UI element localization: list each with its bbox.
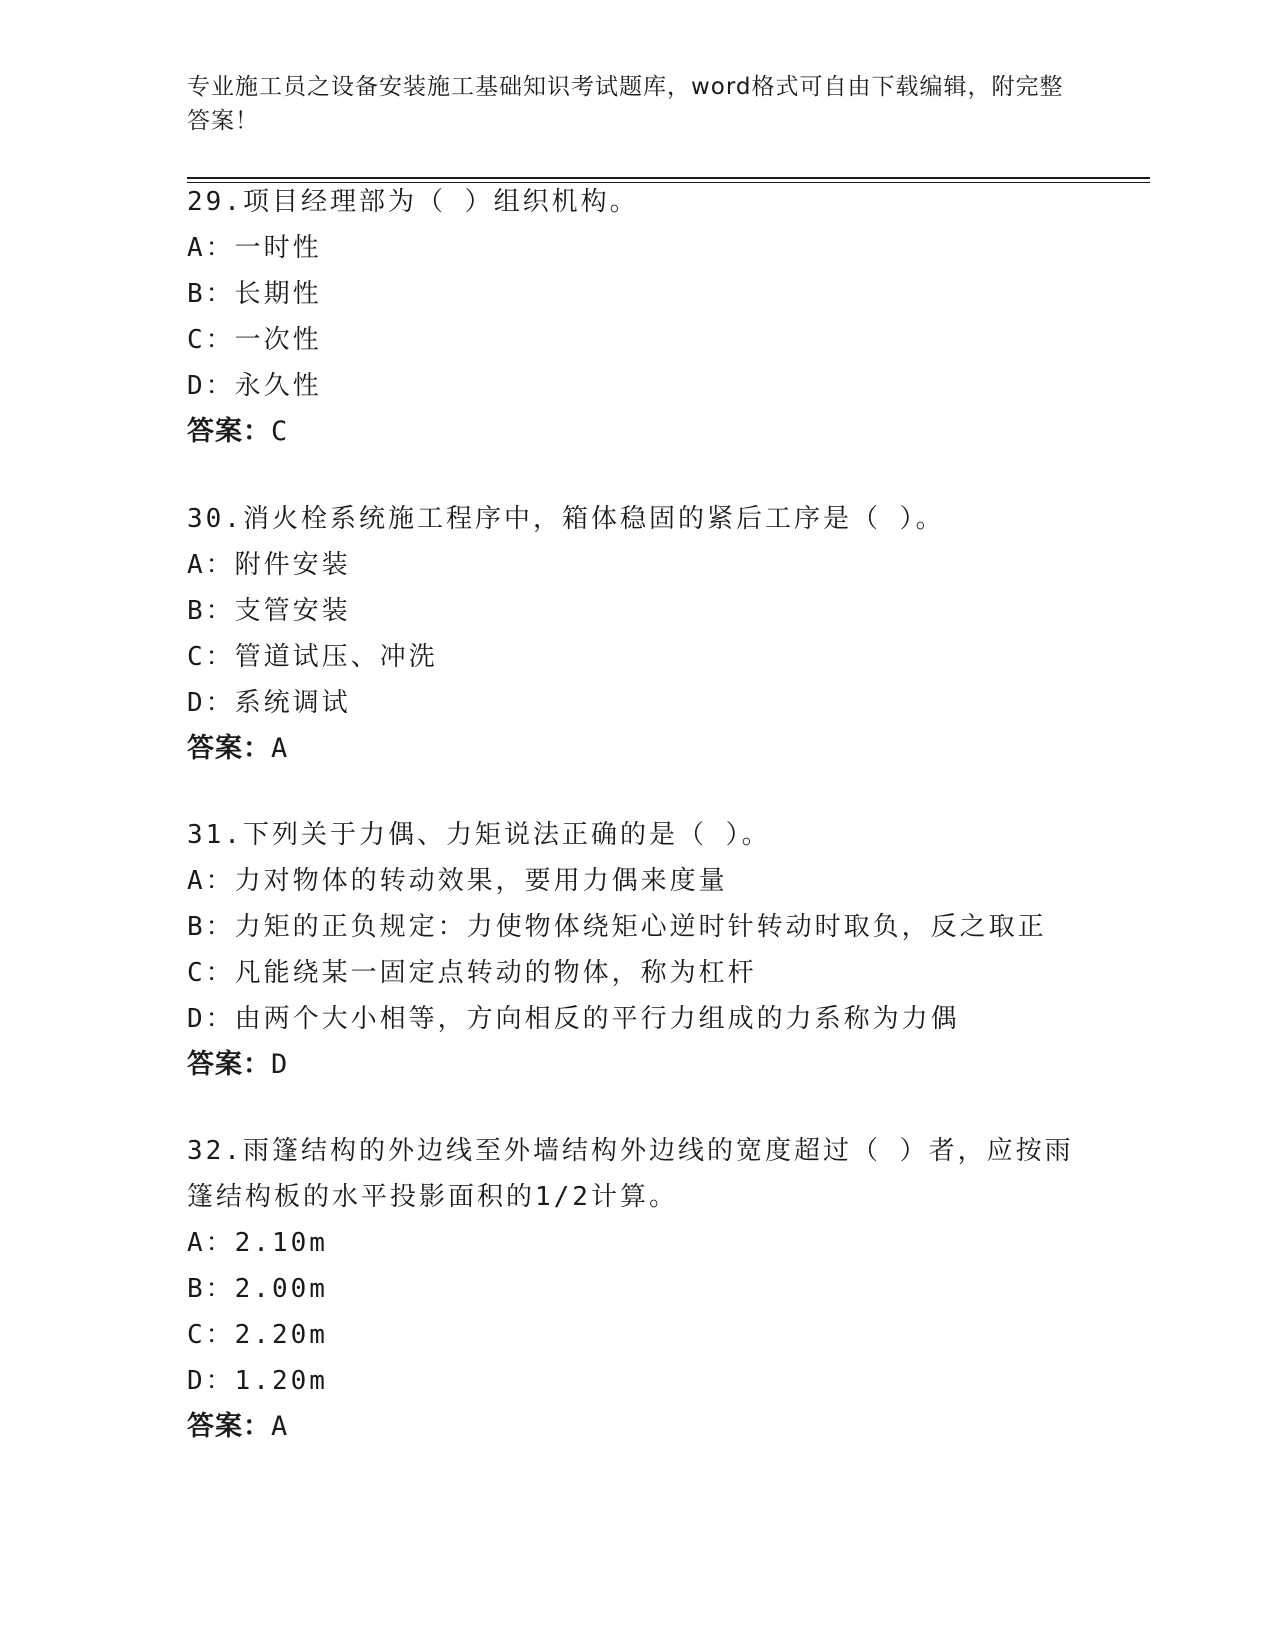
option-b: B：支管安装 bbox=[187, 596, 351, 626]
option-d: D：1.20m bbox=[187, 1366, 328, 1396]
option-a: A：附件安装 bbox=[187, 550, 351, 580]
option-a: A：力对物体的转动效果，要用力偶来度量 bbox=[187, 866, 728, 896]
answer-line bbox=[187, 1042, 1087, 1088]
question-32 bbox=[187, 1128, 1087, 1450]
question-stem-line-2: 篷结构板的水平投影面积的1/2计算。 bbox=[187, 1182, 678, 1212]
option-d: D：永久性 bbox=[187, 371, 322, 401]
option-c: C：2.20m bbox=[187, 1320, 328, 1350]
answer-value: C bbox=[271, 416, 289, 447]
question-31 bbox=[187, 812, 1087, 1088]
question-29 bbox=[187, 179, 1087, 455]
question-stem-line-1: 32.雨篷结构的外边线至外墙结构外边线的宽度超过（ ）者，应按雨 bbox=[187, 1136, 1074, 1166]
answer-label: 答案： bbox=[187, 1049, 271, 1080]
answer-line bbox=[187, 1404, 1087, 1450]
option-a: A：一时性 bbox=[187, 233, 322, 263]
document-header: 专业施工员之设备安装施工基础知识考试题库，word格式可自由下载编辑，附完整答案！ bbox=[187, 74, 1064, 134]
question-stem: 30.消火栓系统施工程序中，箱体稳固的紧后工序是（ ）。 bbox=[187, 504, 945, 534]
answer-value: A bbox=[271, 733, 289, 764]
option-c: C：凡能绕某一固定点转动的物体，称为杠杆 bbox=[187, 958, 757, 988]
question-30 bbox=[187, 496, 1087, 772]
answer-label: 答案： bbox=[187, 1411, 271, 1442]
answer-line bbox=[187, 726, 1087, 772]
answer-line bbox=[187, 409, 1087, 455]
question-stem: 29.项目经理部为（ ）组织机构。 bbox=[187, 187, 639, 217]
option-b: B：长期性 bbox=[187, 279, 322, 309]
option-d: D：由两个大小相等，方向相反的平行力组成的力系称为力偶 bbox=[187, 1004, 960, 1034]
answer-value: D bbox=[271, 1049, 289, 1080]
option-b: B：2.00m bbox=[187, 1274, 328, 1304]
option-c: C：管道试压、冲洗 bbox=[187, 642, 438, 672]
option-a: A：2.10m bbox=[187, 1228, 328, 1258]
option-c: C：一次性 bbox=[187, 325, 322, 355]
answer-label: 答案： bbox=[187, 733, 271, 764]
question-stem: 31.下列关于力偶、力矩说法正确的是（ ）。 bbox=[187, 820, 771, 850]
option-b: B：力矩的正负规定：力使物体绕矩心逆时针转动时取负，反之取正 bbox=[187, 912, 1047, 942]
answer-value: A bbox=[271, 1411, 289, 1442]
option-d: D：系统调试 bbox=[187, 688, 351, 718]
answer-label: 答案： bbox=[187, 416, 271, 447]
